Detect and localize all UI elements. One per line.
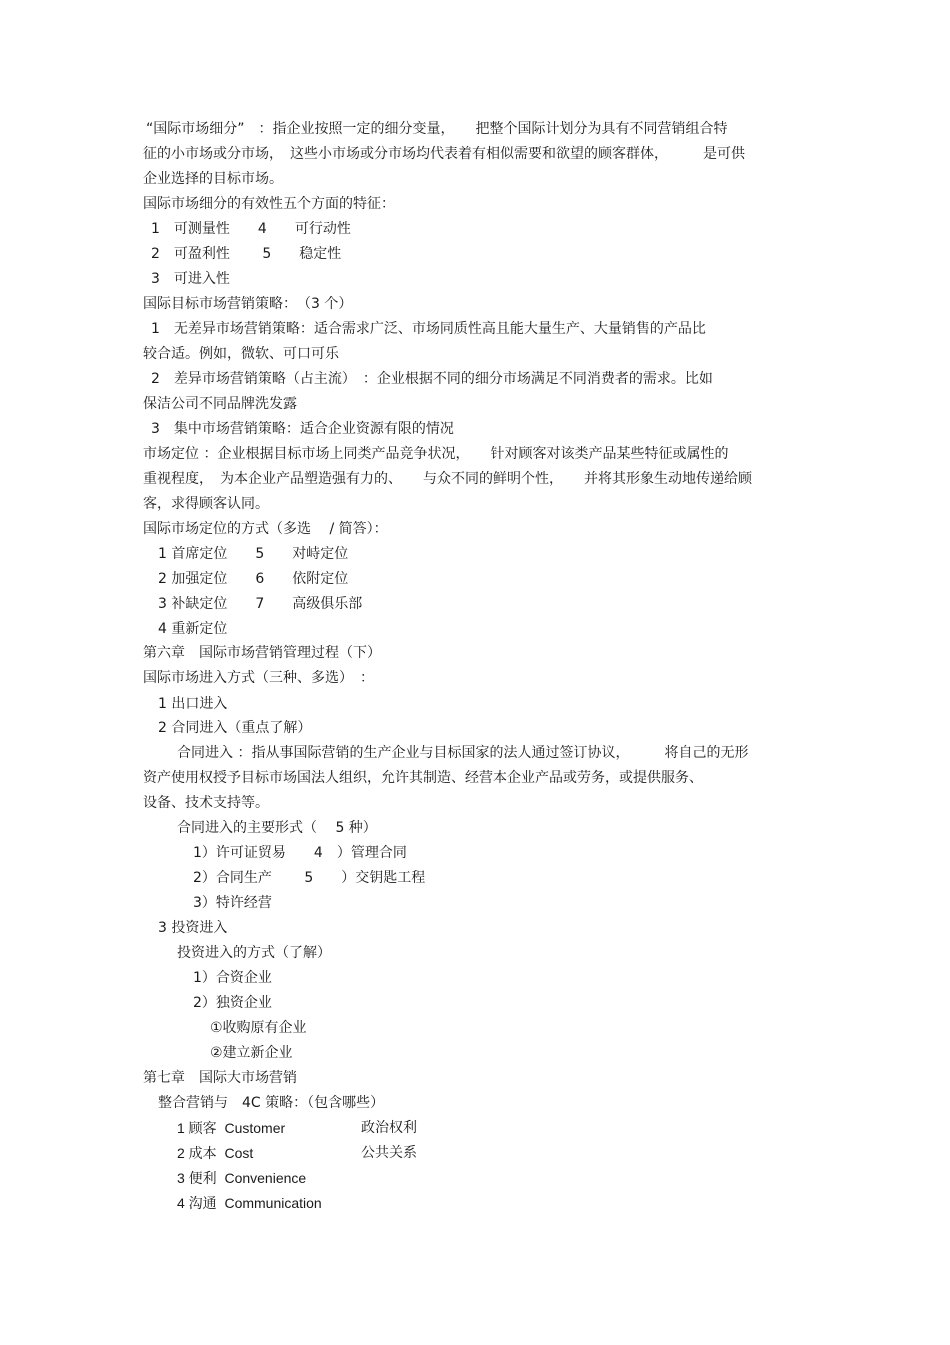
list-item: 政治权利 [361, 1120, 417, 1136]
list-item: 1 出口进入 [158, 696, 228, 712]
list-item: 1）合资企业 [193, 970, 272, 986]
list-item: 2 成本 Cost [177, 1145, 254, 1161]
list-item: 2）合同生产 5 ）交钥匙工程 [193, 870, 426, 886]
list-item: 2 加强定位 6 依附定位 [158, 571, 349, 587]
text-line: 企业选择的目标市场。 [143, 171, 283, 187]
list-item: 3 便利 Convenience [177, 1170, 307, 1186]
text-line: 较合适。例如，微软、可口可乐 [143, 346, 339, 362]
text-line: 合同进入 ：指从事国际营销的生产企业与目标国家的法人通过签订协议， 将自己的无形 [177, 745, 749, 761]
list-item: 公共关系 [361, 1145, 417, 1161]
text-line: 资产使用权授予目标市场国法人组织，允许其制造、经营本企业产品或劳务，或提供服务、 [143, 770, 703, 786]
list-item: 3 集中市场营销策略：适合企业资源有限的情况 [151, 421, 454, 437]
text-line: 国际市场细分的有效性五个方面的特征： [143, 196, 395, 212]
text-line: 征的小市场或分市场， 这些小市场或分市场均代表着有相似需要和欲望的顾客群体， 是可供 [143, 146, 745, 162]
list-item: 1 顾客 Customer [177, 1120, 286, 1136]
chapter-heading: 第七章 国际大市场营销 [143, 1070, 297, 1086]
list-item: 1）许可证贸易 4 ）管理合同 [193, 845, 407, 861]
list-item: 1 可测量性 4 可行动性 [151, 221, 351, 237]
text-line: “国际市场细分” ：指企业按照一定的细分变量， 把整个国际计划分为具有不同营销组合特 [146, 121, 728, 137]
list-item: 2 差异市场营销策略（占主流） ：企业根据不同的细分市场满足不同消费者的需求。比如 [151, 371, 713, 387]
text-line: 国际目标市场营销策略： （3 个） [143, 296, 353, 312]
list-item: 1 首席定位 5 对峙定位 [158, 546, 349, 562]
text-line: 投资进入的方式（了解） [177, 945, 331, 961]
list-item: 3 投资进入 [158, 920, 228, 936]
list-item: ①收购原有企业 [210, 1020, 307, 1036]
text-line: 整合营销与 4C 策略：（包含哪些） [158, 1095, 385, 1111]
list-item: 2）独资企业 [193, 995, 272, 1011]
text-line: 市场定位 ：企业根据目标市场上同类产品竞争状况， 针对顾客对该类产品某些特征或属性的 [143, 446, 729, 462]
text-line: 重视程度， 为本企业产品塑造强有力的、 与众不同的鲜明个性， 并将其形象生动地传递给顾 [143, 471, 752, 487]
text-line: 保洁公司不同品牌洗发露 [143, 396, 297, 412]
list-item: 1 无差异市场营销策略：适合需求广泛、市场同质性高且能大量生产、大量销售的产品比 [151, 321, 706, 337]
chapter-heading: 第六章 国际市场营销管理过程（下） [143, 645, 381, 661]
list-item: ②建立新企业 [210, 1045, 293, 1061]
text-line: 合同进入的主要形式（ 5 种） [177, 820, 377, 836]
list-item: 4 重新定位 [158, 621, 228, 637]
list-item: 4 沟通 Communication [177, 1195, 322, 1211]
list-item: 3 可进入性 [151, 271, 230, 287]
text-line: 设备、技术支持等。 [143, 795, 269, 811]
list-item: 2 合同进入（重点了解） [158, 720, 312, 736]
text-line: 客，求得顾客认同。 [143, 496, 269, 512]
list-item: 3 补缺定位 7 高级俱乐部 [158, 596, 363, 612]
text-line: 国际市场定位的方式（多选 / 简答）： [143, 521, 388, 537]
list-item: 3）特许经营 [193, 895, 272, 911]
text-line: 国际市场进入方式（三种、多选） ： [143, 670, 374, 686]
list-item: 2 可盈利性 5 稳定性 [151, 246, 342, 262]
